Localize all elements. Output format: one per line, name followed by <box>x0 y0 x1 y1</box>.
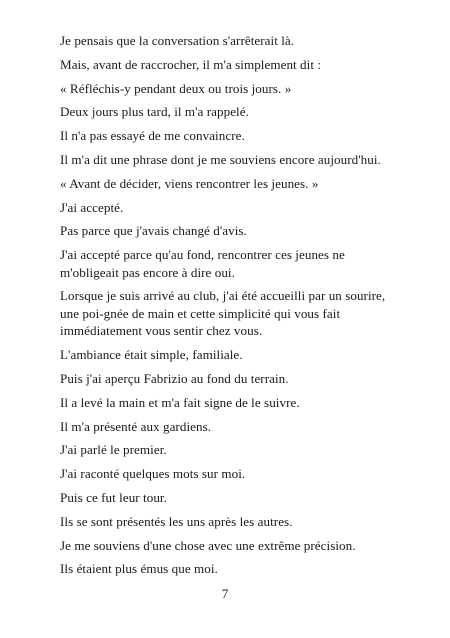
paragraph: L'ambiance était simple, familiale. <box>60 347 243 363</box>
body-text <box>60 32 405 584</box>
paragraph: J'ai accepté. <box>60 199 124 215</box>
paragraph: Mais, avant de raccrocher, il m'a simplement dit : <box>60 56 322 72</box>
paragraph: Puis j'ai aperçu Fabrizio au fond du terrain. <box>60 371 289 387</box>
paragraph: J'ai parlé le premier. <box>60 442 167 458</box>
paragraph: J'ai accepté parce qu'au fond, rencontrer ces jeunes ne m'obligeait pas encore à dire oui. <box>60 247 345 280</box>
paragraph: Il m'a dit une phrase dont je me souviens encore aujourd'hui. <box>60 151 381 167</box>
paragraph: Il m'a présenté aux gardiens. <box>60 418 212 434</box>
paragraph: Ils se sont présentés les uns après les autres. <box>60 513 293 529</box>
paragraph: Il n'a pas essayé de me convaincre. <box>60 128 245 144</box>
paragraph: Deux jours plus tard, il m'a rappelé. <box>60 104 249 120</box>
page-number: 7 <box>221 586 229 601</box>
paragraph: Lorsque je suis arrivé au club, j'ai été accueilli par un sourire, une poi-gnée de main et cette simplicité qui vous fait immédiatement vous sentir chez vous. <box>60 288 386 339</box>
paragraph: Il a levé la main et m'a fait signe de le suivre. <box>60 394 300 410</box>
paragraph: « Avant de décider, viens rencontrer les jeunes. » <box>60 175 319 191</box>
paragraph: J'ai raconté quelques mots sur moi. <box>60 466 246 482</box>
paragraph: Puis ce fut leur tour. <box>60 490 167 506</box>
paragraph: Je pensais que la conversation s'arrêterait là. <box>60 33 295 48</box>
paragraph: Ils étaient plus émus que moi. <box>60 561 218 577</box>
paragraph: « Réfléchis-y pendant deux ou trois jours. » <box>60 80 292 96</box>
paragraph: Pas parce que j'avais changé d'avis. <box>60 223 247 239</box>
paragraph: Je me souviens d'une chose avec une extrême précision. <box>60 537 356 553</box>
